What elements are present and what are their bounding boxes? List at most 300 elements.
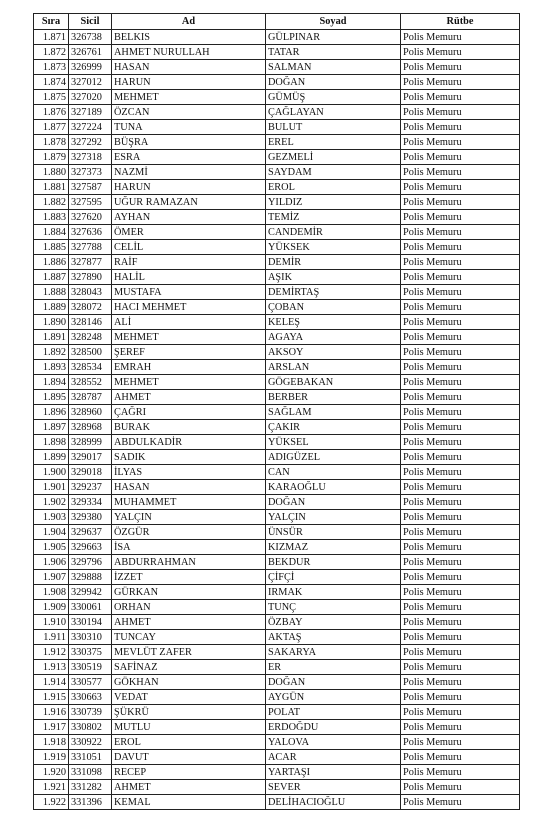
rutbe-cell: Polis Memuru bbox=[401, 105, 520, 120]
rutbe-cell: Polis Memuru bbox=[401, 30, 520, 45]
ad-cell: AHMET bbox=[112, 780, 266, 795]
sicil-cell: 328248 bbox=[69, 330, 112, 345]
table-row bbox=[34, 195, 520, 210]
table-row bbox=[34, 375, 520, 390]
ad-cell: ABDURRAHMAN bbox=[112, 555, 266, 570]
soyad-cell: BERBER bbox=[266, 390, 401, 405]
sira-cell: 1.907 bbox=[34, 570, 69, 585]
sicil-cell: 326738 bbox=[69, 30, 112, 45]
rutbe-cell: Polis Memuru bbox=[401, 750, 520, 765]
ad-cell: HALİL bbox=[112, 270, 266, 285]
sira-cell: 1.908 bbox=[34, 585, 69, 600]
ad-cell: ŞEREF bbox=[112, 345, 266, 360]
sicil-cell: 327318 bbox=[69, 150, 112, 165]
table-row bbox=[34, 660, 520, 675]
ad-cell: BELKIS bbox=[112, 30, 266, 45]
soyad-cell: BEKDUR bbox=[266, 555, 401, 570]
table-row bbox=[34, 420, 520, 435]
soyad-cell: DOĞAN bbox=[266, 675, 401, 690]
sicil-cell: 327224 bbox=[69, 120, 112, 135]
soyad-cell: ER bbox=[266, 660, 401, 675]
rutbe-cell: Polis Memuru bbox=[401, 450, 520, 465]
sira-cell: 1.919 bbox=[34, 750, 69, 765]
soyad-cell: GÜLPINAR bbox=[266, 30, 401, 45]
table-row bbox=[34, 570, 520, 585]
rutbe-cell: Polis Memuru bbox=[401, 765, 520, 780]
soyad-cell: DOĞAN bbox=[266, 495, 401, 510]
sicil-cell: 330375 bbox=[69, 645, 112, 660]
table-row bbox=[34, 390, 520, 405]
table-row bbox=[34, 180, 520, 195]
table-row bbox=[34, 135, 520, 150]
sicil-cell: 328968 bbox=[69, 420, 112, 435]
soyad-cell: SAĞLAM bbox=[266, 405, 401, 420]
rutbe-cell: Polis Memuru bbox=[401, 180, 520, 195]
soyad-cell: YÜKSEL bbox=[266, 435, 401, 450]
rutbe-cell: Polis Memuru bbox=[401, 585, 520, 600]
sicil-cell: 329942 bbox=[69, 585, 112, 600]
table-row bbox=[34, 720, 520, 735]
sicil-cell: 327877 bbox=[69, 255, 112, 270]
table-row bbox=[34, 690, 520, 705]
sicil-cell: 331396 bbox=[69, 795, 112, 810]
rutbe-cell: Polis Memuru bbox=[401, 285, 520, 300]
table-row bbox=[34, 225, 520, 240]
table-body bbox=[34, 30, 520, 810]
table-row bbox=[34, 330, 520, 345]
ad-cell: İLYAS bbox=[112, 465, 266, 480]
table-row bbox=[34, 75, 520, 90]
rutbe-cell: Polis Memuru bbox=[401, 390, 520, 405]
table-row bbox=[34, 435, 520, 450]
soyad-cell: SAYDAM bbox=[266, 165, 401, 180]
ad-cell: AYHAN bbox=[112, 210, 266, 225]
soyad-cell: CANDEMİR bbox=[266, 225, 401, 240]
sira-cell: 1.910 bbox=[34, 615, 69, 630]
sira-cell: 1.882 bbox=[34, 195, 69, 210]
document-page bbox=[33, 13, 520, 810]
sicil-cell: 327587 bbox=[69, 180, 112, 195]
sira-cell: 1.883 bbox=[34, 210, 69, 225]
sira-cell: 1.892 bbox=[34, 345, 69, 360]
rutbe-cell: Polis Memuru bbox=[401, 675, 520, 690]
sicil-cell: 329237 bbox=[69, 480, 112, 495]
rutbe-cell: Polis Memuru bbox=[401, 465, 520, 480]
ad-cell: MUHAMMET bbox=[112, 495, 266, 510]
ad-cell: EROL bbox=[112, 735, 266, 750]
ad-cell: ÖMER bbox=[112, 225, 266, 240]
table-row bbox=[34, 630, 520, 645]
soyad-cell: ERDOĞDU bbox=[266, 720, 401, 735]
ad-cell: TUNA bbox=[112, 120, 266, 135]
sicil-cell: 330310 bbox=[69, 630, 112, 645]
ad-cell: MUTLU bbox=[112, 720, 266, 735]
rutbe-cell: Polis Memuru bbox=[401, 660, 520, 675]
sira-cell: 1.913 bbox=[34, 660, 69, 675]
table-row bbox=[34, 150, 520, 165]
sira-cell: 1.884 bbox=[34, 225, 69, 240]
table-row bbox=[34, 465, 520, 480]
soyad-cell: ÇOBAN bbox=[266, 300, 401, 315]
rutbe-cell: Polis Memuru bbox=[401, 225, 520, 240]
sira-cell: 1.876 bbox=[34, 105, 69, 120]
ad-cell: BURAK bbox=[112, 420, 266, 435]
table-row bbox=[34, 600, 520, 615]
table-row bbox=[34, 300, 520, 315]
sira-cell: 1.894 bbox=[34, 375, 69, 390]
rutbe-cell: Polis Memuru bbox=[401, 135, 520, 150]
soyad-cell: GÜMÜŞ bbox=[266, 90, 401, 105]
table-row bbox=[34, 750, 520, 765]
sira-cell: 1.902 bbox=[34, 495, 69, 510]
soyad-cell: YILDIZ bbox=[266, 195, 401, 210]
soyad-cell: TUNÇ bbox=[266, 600, 401, 615]
rutbe-cell: Polis Memuru bbox=[401, 255, 520, 270]
rutbe-cell: Polis Memuru bbox=[401, 645, 520, 660]
ad-cell: AHMET bbox=[112, 615, 266, 630]
rutbe-cell: Polis Memuru bbox=[401, 795, 520, 810]
sira-cell: 1.922 bbox=[34, 795, 69, 810]
table-row bbox=[34, 795, 520, 810]
sicil-cell: 328534 bbox=[69, 360, 112, 375]
sicil-cell: 329637 bbox=[69, 525, 112, 540]
table-row bbox=[34, 105, 520, 120]
soyad-cell: SALMAN bbox=[266, 60, 401, 75]
ad-cell: MEHMET bbox=[112, 375, 266, 390]
soyad-cell: KELEŞ bbox=[266, 315, 401, 330]
soyad-cell: TEMİZ bbox=[266, 210, 401, 225]
ad-cell: KEMAL bbox=[112, 795, 266, 810]
sira-cell: 1.901 bbox=[34, 480, 69, 495]
soyad-cell: AKSOY bbox=[266, 345, 401, 360]
ad-cell: AHMET NURULLAH bbox=[112, 45, 266, 60]
table-row bbox=[34, 405, 520, 420]
soyad-cell: CAN bbox=[266, 465, 401, 480]
soyad-cell: AKTAŞ bbox=[266, 630, 401, 645]
sira-cell: 1.904 bbox=[34, 525, 69, 540]
sira-cell: 1.921 bbox=[34, 780, 69, 795]
sicil-cell: 328552 bbox=[69, 375, 112, 390]
table-row bbox=[34, 345, 520, 360]
rutbe-cell: Polis Memuru bbox=[401, 240, 520, 255]
rutbe-cell: Polis Memuru bbox=[401, 720, 520, 735]
ad-cell: RAİF bbox=[112, 255, 266, 270]
rutbe-cell: Polis Memuru bbox=[401, 555, 520, 570]
soyad-cell: ÇİFÇİ bbox=[266, 570, 401, 585]
table-row bbox=[34, 360, 520, 375]
rutbe-cell: Polis Memuru bbox=[401, 630, 520, 645]
sicil-cell: 329796 bbox=[69, 555, 112, 570]
rutbe-cell: Polis Memuru bbox=[401, 405, 520, 420]
sira-cell: 1.899 bbox=[34, 450, 69, 465]
table-row bbox=[34, 645, 520, 660]
table-row bbox=[34, 210, 520, 225]
ad-cell: BÜŞRA bbox=[112, 135, 266, 150]
soyad-cell: ARSLAN bbox=[266, 360, 401, 375]
sicil-cell: 327012 bbox=[69, 75, 112, 90]
ad-cell: TUNCAY bbox=[112, 630, 266, 645]
ad-cell: ÇAĞRI bbox=[112, 405, 266, 420]
sira-cell: 1.918 bbox=[34, 735, 69, 750]
ad-cell: MUSTAFA bbox=[112, 285, 266, 300]
sira-cell: 1.889 bbox=[34, 300, 69, 315]
sira-cell: 1.875 bbox=[34, 90, 69, 105]
sicil-cell: 330577 bbox=[69, 675, 112, 690]
ad-cell: EMRAH bbox=[112, 360, 266, 375]
sira-cell: 1.881 bbox=[34, 180, 69, 195]
sira-cell: 1.877 bbox=[34, 120, 69, 135]
ad-cell: AHMET bbox=[112, 390, 266, 405]
sira-cell: 1.873 bbox=[34, 60, 69, 75]
table-row bbox=[34, 90, 520, 105]
rutbe-cell: Polis Memuru bbox=[401, 615, 520, 630]
sira-cell: 1.891 bbox=[34, 330, 69, 345]
sira-cell: 1.916 bbox=[34, 705, 69, 720]
sicil-cell: 328960 bbox=[69, 405, 112, 420]
sicil-cell: 327020 bbox=[69, 90, 112, 105]
soyad-cell: ÇAĞLAYAN bbox=[266, 105, 401, 120]
ad-cell: İSA bbox=[112, 540, 266, 555]
ad-cell: ALİ bbox=[112, 315, 266, 330]
rutbe-cell: Polis Memuru bbox=[401, 525, 520, 540]
ad-cell: DAVUT bbox=[112, 750, 266, 765]
soyad-cell: KIZMAZ bbox=[266, 540, 401, 555]
soyad-cell: AYGÜN bbox=[266, 690, 401, 705]
sicil-cell: 327620 bbox=[69, 210, 112, 225]
table-row bbox=[34, 525, 520, 540]
sira-cell: 1.900 bbox=[34, 465, 69, 480]
table-row bbox=[34, 60, 520, 75]
soyad-cell: DEMİRTAŞ bbox=[266, 285, 401, 300]
ad-cell: GÖKHAN bbox=[112, 675, 266, 690]
table-row bbox=[34, 675, 520, 690]
ad-cell: HASAN bbox=[112, 60, 266, 75]
sira-cell: 1.920 bbox=[34, 765, 69, 780]
sira-cell: 1.903 bbox=[34, 510, 69, 525]
rutbe-cell: Polis Memuru bbox=[401, 60, 520, 75]
ad-cell: RECEP bbox=[112, 765, 266, 780]
ad-cell: İZZET bbox=[112, 570, 266, 585]
rutbe-cell: Polis Memuru bbox=[401, 435, 520, 450]
sira-cell: 1.914 bbox=[34, 675, 69, 690]
rutbe-cell: Polis Memuru bbox=[401, 330, 520, 345]
sicil-cell: 330922 bbox=[69, 735, 112, 750]
sira-cell: 1.905 bbox=[34, 540, 69, 555]
rutbe-cell: Polis Memuru bbox=[401, 75, 520, 90]
header-sira: Sıra bbox=[34, 14, 69, 30]
sicil-cell: 331282 bbox=[69, 780, 112, 795]
sicil-cell: 327373 bbox=[69, 165, 112, 180]
header-sicil: Sicil bbox=[69, 14, 112, 30]
sicil-cell: 331098 bbox=[69, 765, 112, 780]
ad-cell: MEVLÜT ZAFER bbox=[112, 645, 266, 660]
header-ad: Ad bbox=[112, 14, 266, 30]
rutbe-cell: Polis Memuru bbox=[401, 210, 520, 225]
sicil-cell: 329017 bbox=[69, 450, 112, 465]
rutbe-cell: Polis Memuru bbox=[401, 690, 520, 705]
table-row bbox=[34, 45, 520, 60]
sira-cell: 1.909 bbox=[34, 600, 69, 615]
table-row bbox=[34, 540, 520, 555]
ad-cell: ABDULKADİR bbox=[112, 435, 266, 450]
soyad-cell: ÇAKIR bbox=[266, 420, 401, 435]
sicil-cell: 328043 bbox=[69, 285, 112, 300]
ad-cell: MEHMET bbox=[112, 90, 266, 105]
sira-cell: 1.915 bbox=[34, 690, 69, 705]
sicil-cell: 328072 bbox=[69, 300, 112, 315]
sira-cell: 1.878 bbox=[34, 135, 69, 150]
ad-cell: NAZMİ bbox=[112, 165, 266, 180]
header-rutbe: Rütbe bbox=[401, 14, 520, 30]
soyad-cell: POLAT bbox=[266, 705, 401, 720]
sira-cell: 1.911 bbox=[34, 630, 69, 645]
ad-cell: ŞÜKRÜ bbox=[112, 705, 266, 720]
table-row bbox=[34, 255, 520, 270]
rutbe-cell: Polis Memuru bbox=[401, 300, 520, 315]
ad-cell: HARUN bbox=[112, 180, 266, 195]
sira-cell: 1.898 bbox=[34, 435, 69, 450]
table-row bbox=[34, 315, 520, 330]
soyad-cell: EREL bbox=[266, 135, 401, 150]
sira-cell: 1.906 bbox=[34, 555, 69, 570]
ad-cell: ESRA bbox=[112, 150, 266, 165]
table-row bbox=[34, 120, 520, 135]
sira-cell: 1.893 bbox=[34, 360, 69, 375]
ad-cell: ÖZGÜR bbox=[112, 525, 266, 540]
soyad-cell: ÜNSÜR bbox=[266, 525, 401, 540]
soyad-cell: GEZMELİ bbox=[266, 150, 401, 165]
rutbe-cell: Polis Memuru bbox=[401, 600, 520, 615]
soyad-cell: IRMAK bbox=[266, 585, 401, 600]
rutbe-cell: Polis Memuru bbox=[401, 735, 520, 750]
table-row bbox=[34, 450, 520, 465]
rutbe-cell: Polis Memuru bbox=[401, 90, 520, 105]
rutbe-cell: Polis Memuru bbox=[401, 345, 520, 360]
sicil-cell: 329888 bbox=[69, 570, 112, 585]
ad-cell: UĞUR RAMAZAN bbox=[112, 195, 266, 210]
rutbe-cell: Polis Memuru bbox=[401, 45, 520, 60]
table-row bbox=[34, 495, 520, 510]
rutbe-cell: Polis Memuru bbox=[401, 195, 520, 210]
sicil-cell: 326761 bbox=[69, 45, 112, 60]
sicil-cell: 327292 bbox=[69, 135, 112, 150]
sira-cell: 1.912 bbox=[34, 645, 69, 660]
table-row bbox=[34, 510, 520, 525]
sira-cell: 1.872 bbox=[34, 45, 69, 60]
sicil-cell: 330194 bbox=[69, 615, 112, 630]
sicil-cell: 329663 bbox=[69, 540, 112, 555]
rutbe-cell: Polis Memuru bbox=[401, 495, 520, 510]
rutbe-cell: Polis Memuru bbox=[401, 315, 520, 330]
table-row bbox=[34, 765, 520, 780]
soyad-cell: YÜKSEK bbox=[266, 240, 401, 255]
soyad-cell: DEMİR bbox=[266, 255, 401, 270]
soyad-cell: AŞIK bbox=[266, 270, 401, 285]
sicil-cell: 328500 bbox=[69, 345, 112, 360]
sira-cell: 1.897 bbox=[34, 420, 69, 435]
personnel-table bbox=[33, 13, 520, 810]
table-row bbox=[34, 585, 520, 600]
sicil-cell: 329380 bbox=[69, 510, 112, 525]
sicil-cell: 330739 bbox=[69, 705, 112, 720]
sira-cell: 1.888 bbox=[34, 285, 69, 300]
sicil-cell: 331051 bbox=[69, 750, 112, 765]
rutbe-cell: Polis Memuru bbox=[401, 420, 520, 435]
table-row bbox=[34, 705, 520, 720]
soyad-cell: AGAYA bbox=[266, 330, 401, 345]
rutbe-cell: Polis Memuru bbox=[401, 480, 520, 495]
sicil-cell: 328146 bbox=[69, 315, 112, 330]
sicil-cell: 327890 bbox=[69, 270, 112, 285]
rutbe-cell: Polis Memuru bbox=[401, 780, 520, 795]
sicil-cell: 328999 bbox=[69, 435, 112, 450]
sira-cell: 1.871 bbox=[34, 30, 69, 45]
ad-cell: ÖZCAN bbox=[112, 105, 266, 120]
rutbe-cell: Polis Memuru bbox=[401, 375, 520, 390]
table-row bbox=[34, 615, 520, 630]
table-header-row bbox=[34, 14, 520, 30]
soyad-cell: BULUT bbox=[266, 120, 401, 135]
table-row bbox=[34, 480, 520, 495]
soyad-cell: DELİHACIOĞLU bbox=[266, 795, 401, 810]
sira-cell: 1.885 bbox=[34, 240, 69, 255]
ad-cell: SADIK bbox=[112, 450, 266, 465]
soyad-cell: SAKARYA bbox=[266, 645, 401, 660]
soyad-cell: TATAR bbox=[266, 45, 401, 60]
soyad-cell: DOĞAN bbox=[266, 75, 401, 90]
ad-cell: CELİL bbox=[112, 240, 266, 255]
sira-cell: 1.896 bbox=[34, 405, 69, 420]
ad-cell: HARUN bbox=[112, 75, 266, 90]
ad-cell: SAFİNAZ bbox=[112, 660, 266, 675]
ad-cell: GÜRKAN bbox=[112, 585, 266, 600]
table-row bbox=[34, 780, 520, 795]
ad-cell: MEHMET bbox=[112, 330, 266, 345]
soyad-cell: ADIGÜZEL bbox=[266, 450, 401, 465]
soyad-cell: ÖZBAY bbox=[266, 615, 401, 630]
ad-cell: ORHAN bbox=[112, 600, 266, 615]
sira-cell: 1.890 bbox=[34, 315, 69, 330]
sicil-cell: 330061 bbox=[69, 600, 112, 615]
sicil-cell: 330519 bbox=[69, 660, 112, 675]
sicil-cell: 329018 bbox=[69, 465, 112, 480]
sicil-cell: 327788 bbox=[69, 240, 112, 255]
soyad-cell: GÖGEBAKAN bbox=[266, 375, 401, 390]
table-row bbox=[34, 165, 520, 180]
ad-cell: YALÇIN bbox=[112, 510, 266, 525]
soyad-cell: ACAR bbox=[266, 750, 401, 765]
sicil-cell: 329334 bbox=[69, 495, 112, 510]
ad-cell: VEDAT bbox=[112, 690, 266, 705]
ad-cell: HASAN bbox=[112, 480, 266, 495]
rutbe-cell: Polis Memuru bbox=[401, 360, 520, 375]
table-row bbox=[34, 240, 520, 255]
sicil-cell: 327189 bbox=[69, 105, 112, 120]
sicil-cell: 326999 bbox=[69, 60, 112, 75]
rutbe-cell: Polis Memuru bbox=[401, 540, 520, 555]
sicil-cell: 330802 bbox=[69, 720, 112, 735]
sira-cell: 1.895 bbox=[34, 390, 69, 405]
rutbe-cell: Polis Memuru bbox=[401, 510, 520, 525]
sira-cell: 1.879 bbox=[34, 150, 69, 165]
soyad-cell: EROL bbox=[266, 180, 401, 195]
rutbe-cell: Polis Memuru bbox=[401, 570, 520, 585]
sicil-cell: 327595 bbox=[69, 195, 112, 210]
soyad-cell: YALOVA bbox=[266, 735, 401, 750]
sicil-cell: 330663 bbox=[69, 690, 112, 705]
sira-cell: 1.886 bbox=[34, 255, 69, 270]
rutbe-cell: Polis Memuru bbox=[401, 165, 520, 180]
